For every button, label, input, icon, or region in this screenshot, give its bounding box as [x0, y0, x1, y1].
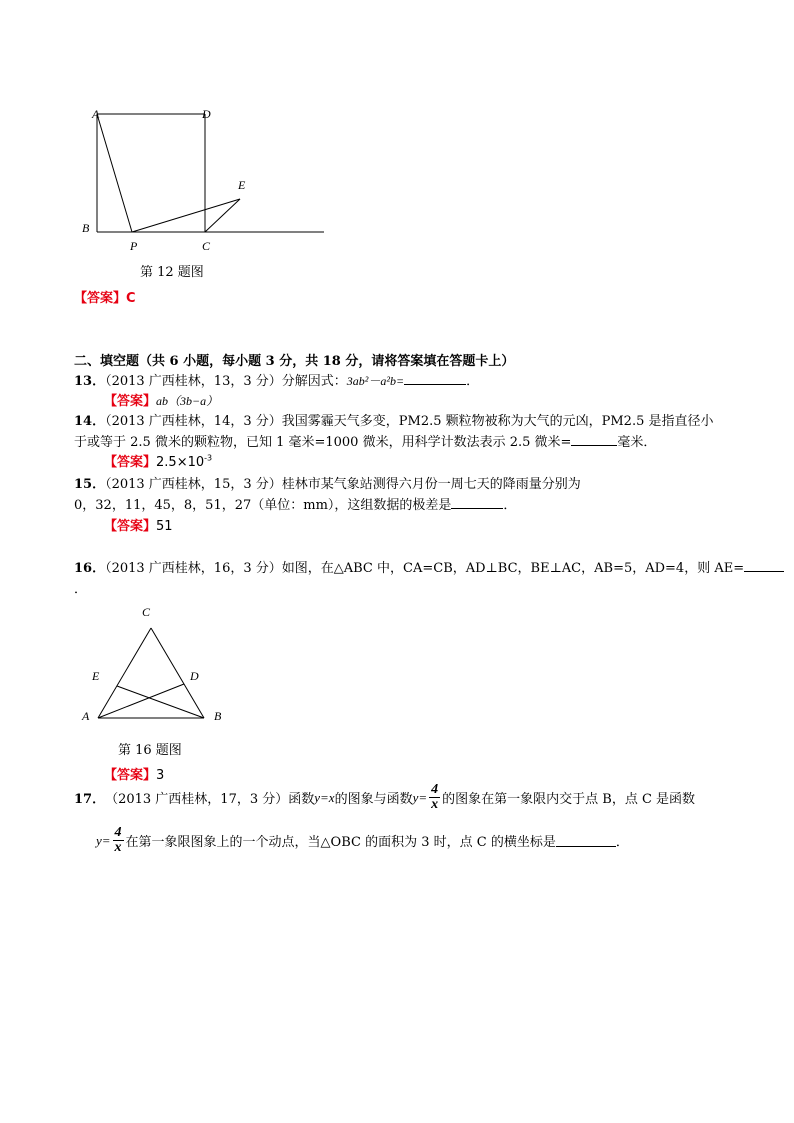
end-punct: ．	[466, 374, 480, 389]
figure-q16-caption: 第 16 题图	[118, 743, 182, 758]
segment-ad	[98, 684, 184, 718]
answer-value: ab（3b−a）	[156, 394, 219, 408]
fraction-4-over-x	[429, 783, 440, 812]
question-17-line1	[74, 783, 695, 812]
segment-ap	[97, 114, 132, 232]
segment-pe	[132, 199, 240, 232]
question-16-end: ．	[74, 582, 88, 597]
question-14-line2	[74, 431, 656, 450]
question-number: 15．	[74, 477, 106, 492]
label-a: A	[82, 709, 90, 723]
fraction-numerator: 4	[114, 825, 122, 840]
question-text: （2013 广西桂林，14，3 分）我国雾霾天气多变，PM2.5 颗粒物被称为大气的元凶，PM2.5 是指直径小	[105, 414, 714, 429]
function-lhs: y=	[96, 832, 111, 848]
answer-value: C	[126, 291, 136, 306]
question-text: 0，32，11，45，8，51，27（单位：mm），这组数据的极差是	[74, 498, 452, 513]
q14-answer	[104, 451, 212, 470]
question-text: （2013 广西桂林，16，3 分）如图，在△ABC 中，CA=CB，AD⊥BC，BE⊥AC，AB=5，AD=4，则 AE=	[105, 561, 745, 576]
label-b: B	[82, 221, 90, 235]
question-17-line2	[96, 826, 629, 855]
question-text: 分解因式：	[281, 374, 347, 389]
q12-answer	[74, 287, 136, 306]
figure-q12-diagram	[78, 104, 338, 256]
fraction-4-over-x	[113, 826, 124, 855]
figure-q12-caption: 第 12 题图	[140, 265, 204, 280]
label-p: P	[130, 239, 138, 253]
answer-tag: 【答案】	[74, 291, 127, 306]
label-d: D	[190, 669, 199, 683]
question-text: （2013 广西桂林，17，3 分）函数	[105, 792, 315, 807]
section-heading: 二、填空题（共 6 小题，每小题 3 分，共 18 分，请将答案填在答题卡上）	[74, 354, 515, 369]
segment-ac	[98, 628, 151, 718]
question-number: 17．	[74, 792, 106, 807]
question-text: 的图象与函数	[334, 792, 413, 807]
q15-answer	[104, 515, 173, 534]
segment-be	[117, 686, 204, 718]
question-text: 的图象在第一象限内交于点 B，点 C 是函数	[442, 792, 696, 807]
answer-value: 51	[156, 519, 173, 534]
fraction-denominator: x	[114, 840, 122, 855]
answer-tag: 【答案】	[104, 768, 157, 783]
question-14-line1	[74, 410, 714, 429]
label-c: C	[202, 239, 211, 253]
question-text-end: ．	[615, 835, 629, 850]
answer-blank[interactable]	[571, 433, 617, 446]
question-16	[74, 557, 784, 576]
answer-tag: 【答案】	[104, 455, 157, 470]
question-15-line2	[74, 494, 516, 513]
question-text: 在第一象限图象上的一个动点，当△OBC 的面积为 3 时，点 C 的横坐标是	[125, 835, 556, 850]
function-lhs: y=	[412, 789, 428, 805]
answer-blank[interactable]	[404, 372, 466, 385]
expression: 3ab²－a²b=	[346, 374, 405, 388]
answer-exponent: -3	[204, 453, 213, 463]
label-d: D	[202, 107, 211, 121]
q13-answer	[104, 390, 218, 409]
label-e: E	[238, 178, 246, 192]
answer-value: 2.5×10	[156, 455, 205, 470]
question-15-line1	[74, 473, 581, 492]
answer-blank[interactable]	[451, 496, 503, 509]
answer-blank[interactable]	[744, 559, 784, 572]
figure-q16-diagram	[78, 600, 228, 726]
label-a: A	[92, 107, 100, 121]
answer-tag: 【答案】	[104, 394, 157, 409]
label-c: C	[142, 605, 151, 619]
question-text: 于或等于 2.5 微米的颗粒物，已知 1 毫米=1000 微米，用科学计数法表示 2.5 微米=	[74, 435, 572, 450]
q16-answer	[104, 764, 164, 783]
question-number: 14．	[74, 414, 106, 429]
question-number: 13．	[74, 374, 106, 389]
label-b: B	[214, 709, 222, 723]
question-text-end: 毫米．	[617, 435, 657, 450]
fraction-denominator: x	[431, 797, 439, 812]
answer-tag: 【答案】	[104, 519, 157, 534]
question-text-end: ．	[503, 498, 517, 513]
answer-value: 3	[156, 768, 165, 783]
question-text: （2013 广西桂林，15，3 分）桂林市某气象站测得六月份一周七天的降雨量分别为	[105, 477, 581, 492]
fraction-numerator: 4	[431, 782, 439, 797]
question-13	[74, 370, 479, 389]
answer-blank[interactable]	[556, 834, 616, 847]
question-source: （2013 广西桂林，13，3 分）	[105, 374, 282, 389]
function-y-eq-x: y=x	[314, 789, 335, 805]
question-number: 16．	[74, 561, 106, 576]
label-e: E	[92, 669, 100, 683]
